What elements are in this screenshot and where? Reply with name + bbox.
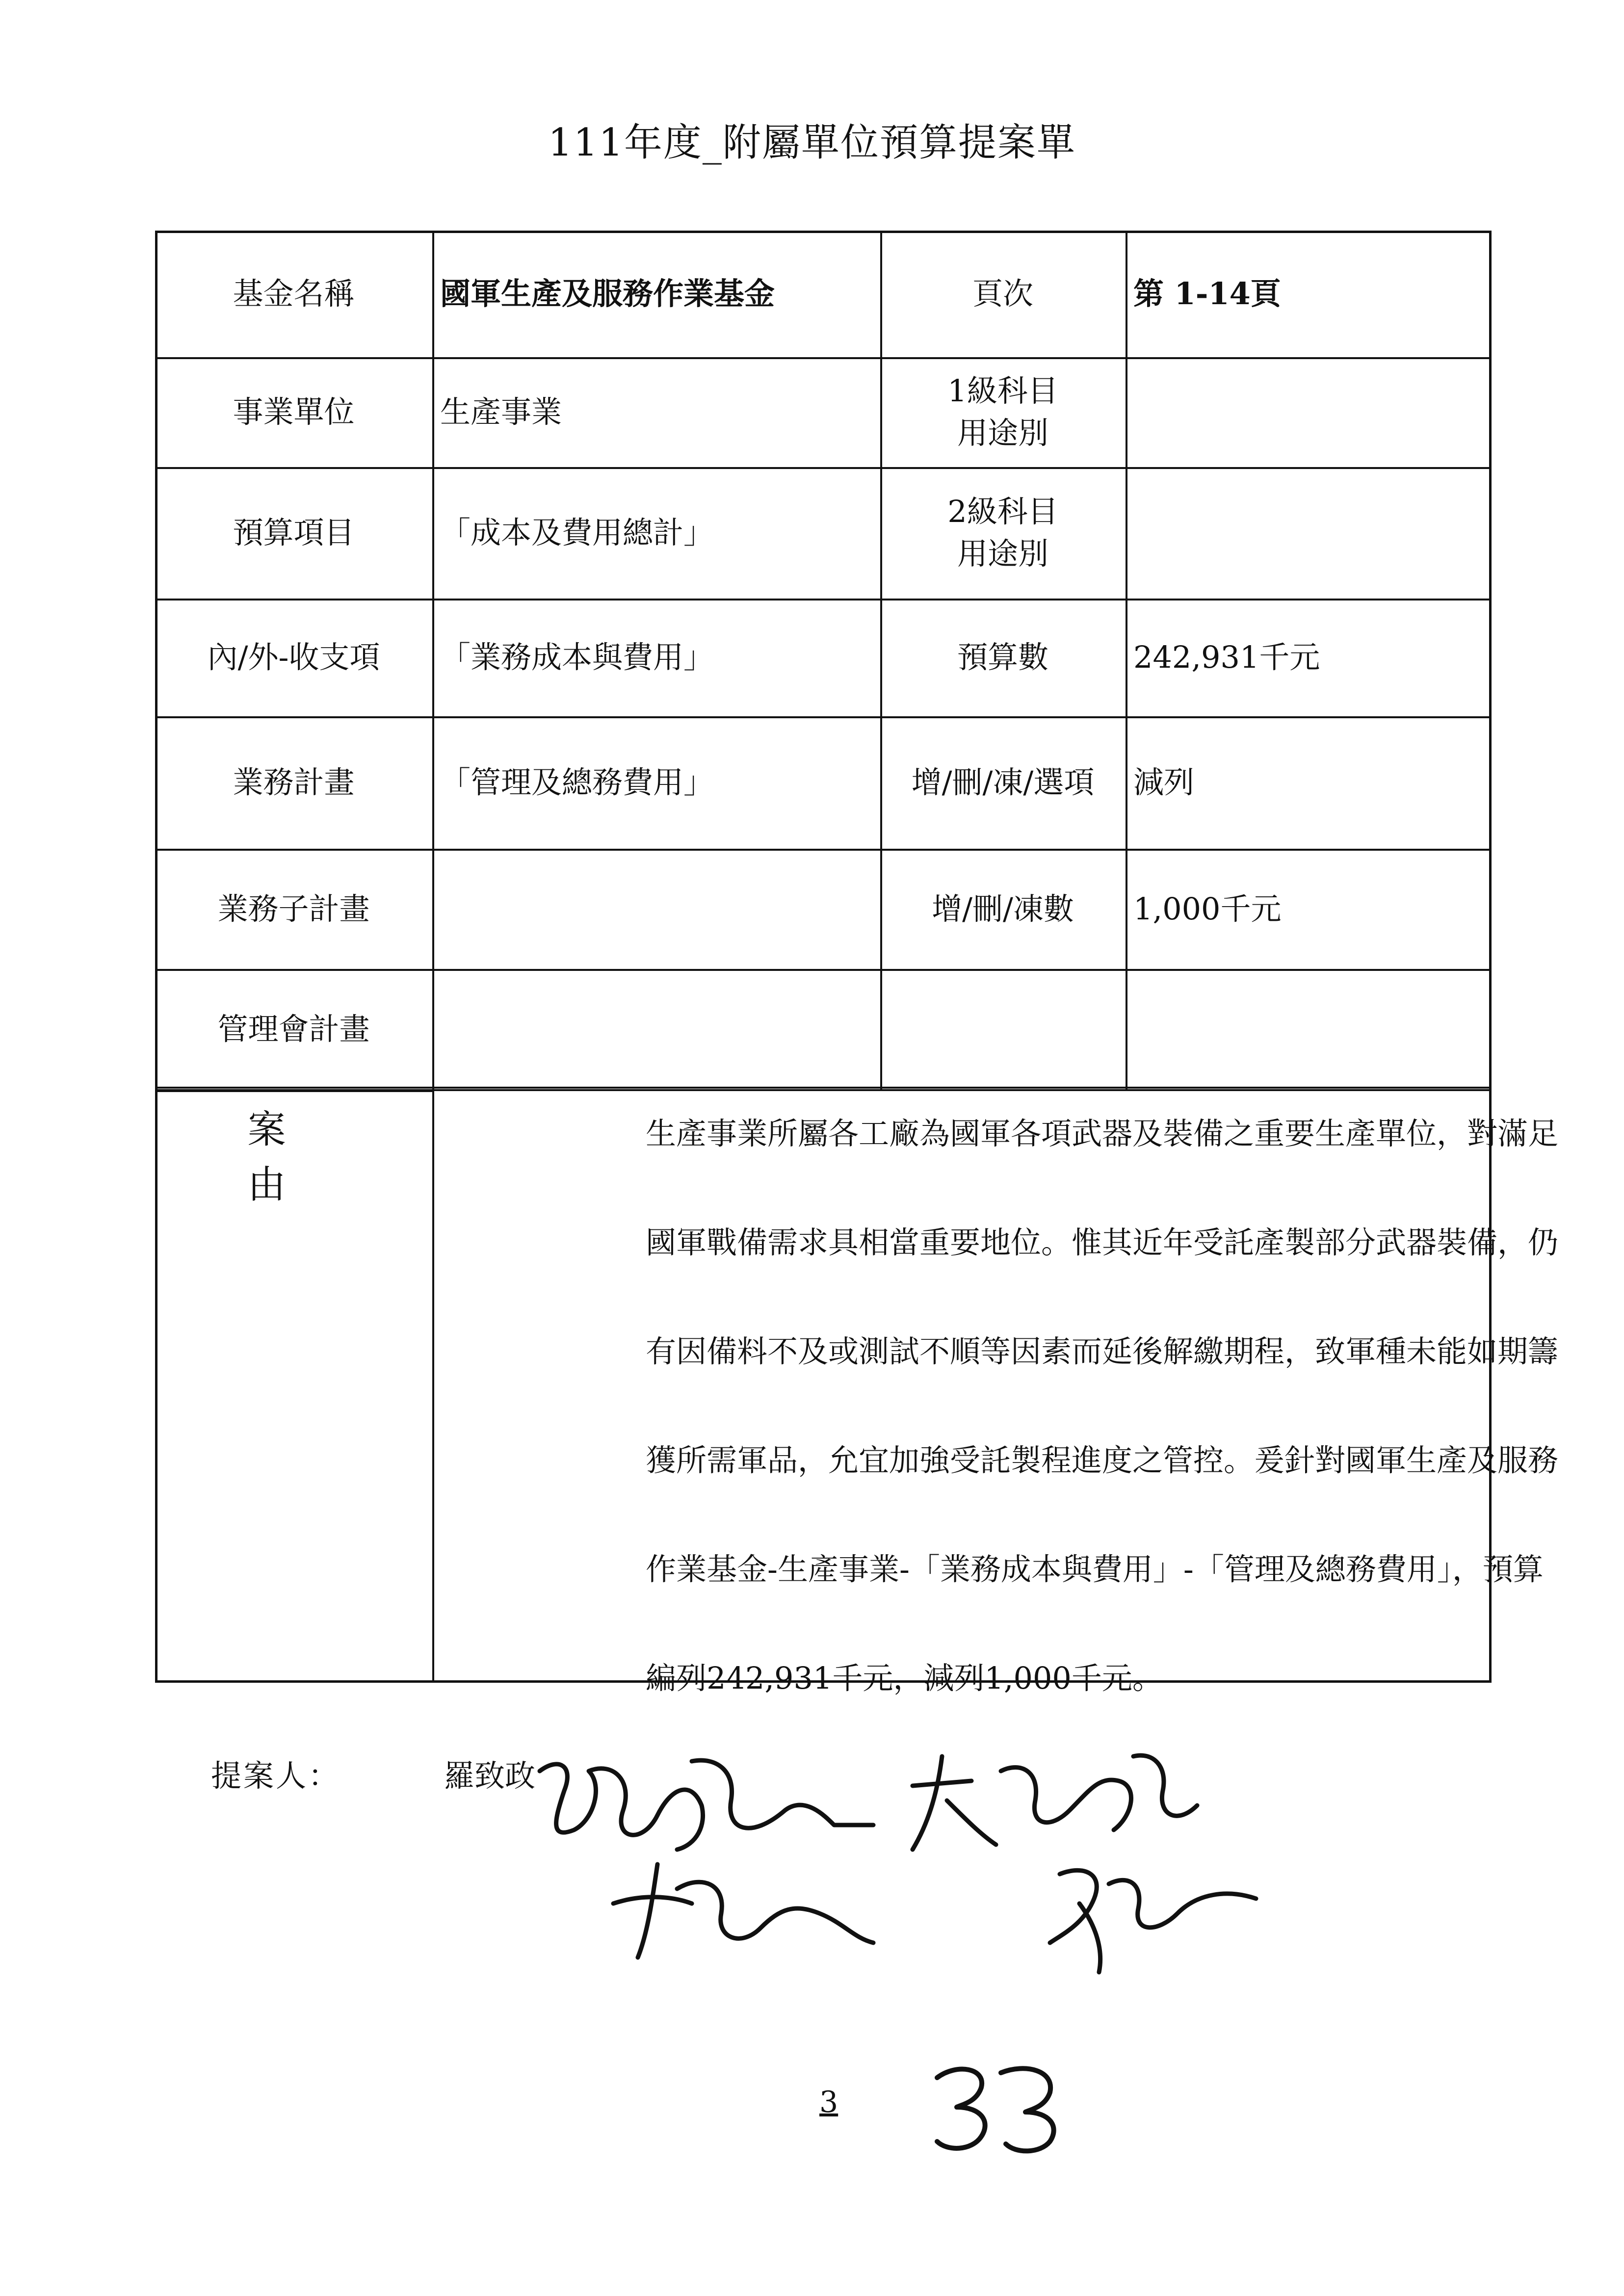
- signature-stroke: [692, 1760, 873, 1828]
- signature-stroke: [1133, 1755, 1197, 1816]
- value-fund-name-text: 國軍生產及服務作業基金: [440, 276, 775, 312]
- label-fund-name: 基金名稱: [233, 276, 355, 312]
- value-page: [1126, 231, 1492, 357]
- proposal-form-table: [155, 231, 1559, 1696]
- value-level2-subject: [1126, 467, 1492, 599]
- page-number: 3: [819, 2085, 838, 2119]
- label-level2-line1: 2級科目: [947, 494, 1058, 529]
- label-revenue-expense-item: 內/外-收支項: [207, 639, 380, 675]
- label-level1-subject: [880, 357, 1126, 467]
- value-page-text: 第 1-14頁: [1133, 276, 1281, 312]
- label-budget-item: 預算項目: [233, 515, 355, 550]
- label-action-amount: 增/刪/凍數: [932, 890, 1074, 927]
- row-divider: [155, 1090, 432, 1092]
- label-action-option: 增/刪/凍/選項: [911, 764, 1095, 800]
- reason-line: 獲所需軍品，允宜加強受託製程進度之管控。爰針對國軍生產及服務: [646, 1442, 1559, 1478]
- value-budget-item: 「成本及費用總計」: [440, 515, 714, 550]
- reason-line: 編列242,931千元，減列1,000千元。: [646, 1660, 1163, 1696]
- value-budget-amount: 242,931千元: [1133, 639, 1320, 675]
- label-budget-amount: 預算數: [957, 639, 1048, 675]
- label-management-accounting-plan: 管理會計畫: [217, 1011, 370, 1047]
- signature-stroke: [540, 1764, 703, 1850]
- reason-label: 案由: [247, 1108, 394, 1207]
- value-business-subplan: [432, 849, 880, 969]
- label-business-plan: 業務計畫: [233, 764, 355, 800]
- label-level2-subject: [880, 467, 1126, 599]
- signature-stroke: [1001, 1768, 1131, 1830]
- label-level2-line2: 用途別: [957, 536, 1048, 572]
- value-action-option: 減列: [1133, 764, 1195, 800]
- value-business-unit: 生產事業: [440, 394, 562, 430]
- signature-stroke: [913, 1756, 996, 1850]
- label-business-unit: 事業單位: [233, 394, 355, 430]
- reason-line: 生產事業所屬各工廠為國軍各項武器及裝備之重要生產單位，對滿足: [646, 1116, 1559, 1151]
- label-blank: [880, 969, 1126, 1089]
- value-action-amount: 1,000千元: [1133, 890, 1282, 927]
- reason-line: 國軍戰備需求具相當重要地位。惟其近年受託產製部分武器裝備，仍: [646, 1225, 1559, 1260]
- value-blank: [1126, 969, 1492, 1089]
- reason-line: 有因備料不及或測試不順等因素而延後解繳期程，致軍種未能如期籌: [646, 1333, 1559, 1369]
- value-fund-name: [432, 231, 880, 357]
- value-business-plan: 「管理及總務費用」: [440, 764, 714, 800]
- signature-stroke: [1050, 1870, 1256, 1972]
- signature-stroke: [613, 1864, 873, 1957]
- value-revenue-expense-item: 「業務成本與費用」: [440, 639, 714, 675]
- value-management-accounting-plan: [432, 969, 880, 1089]
- value-level1-subject: [1126, 357, 1492, 467]
- handwritten-signatures: [530, 1727, 1364, 1982]
- label-page: 頁次: [972, 276, 1033, 312]
- proposer-label: 提案人：: [211, 1758, 341, 1794]
- reason-line: 作業基金-生產事業-「業務成本與費用」-「管理及總務費用」，預算: [646, 1551, 1544, 1587]
- label-level1-line1: 1級科目: [947, 373, 1058, 409]
- handwritten-page-number: [927, 2058, 1074, 2156]
- reason-text: [646, 1079, 1622, 1733]
- label-business-subplan: 業務子計畫: [217, 890, 370, 927]
- label-level1-line2: 用途別: [957, 415, 1048, 451]
- document-title: 111年度_附屬單位預算提案單: [548, 121, 1076, 165]
- proposer-name: 羅致政: [444, 1758, 536, 1794]
